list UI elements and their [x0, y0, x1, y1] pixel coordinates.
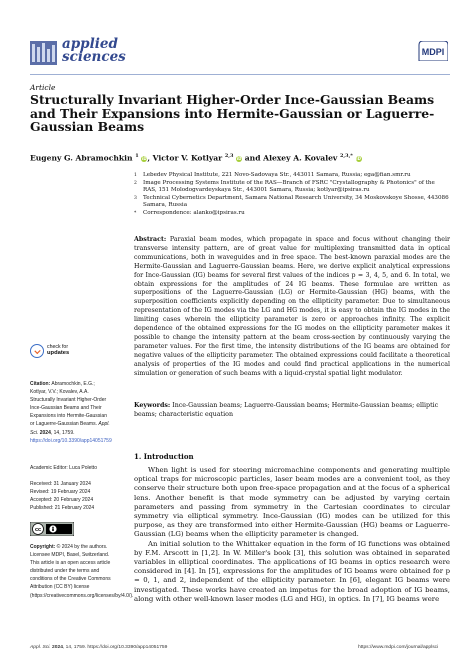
copyright-block: [30, 543, 134, 600]
intro-paragraph: When light is used for steering micromachine components and generating multiple optical traps for microscopic particles, laser beam modes are a convenient tool, as they conserve their structure both upon free-space propagation and at the focus of a spherical lens. Another benefit is that mode symmetry can be adjusted by varying certain parameters and passing from symmetry in the Cartesian coordinates to circular symmetry via elliptical symmetry. Ince-Gaussian (IG) modes can be utilized for this purpose, as they are transformed into either Hermite-Gaussian (HG) beams or Laguerre-Gaussian (LG) beams when the ellipticity parameter is changed.: [134, 466, 450, 539]
citation-doi-link[interactable]: https://doi.org/10.3390/app14051759: [30, 437, 112, 444]
check-updates-label: [47, 345, 69, 356]
keywords-label: Keywords:: [134, 402, 171, 409]
journal-name-line1: applied: [62, 36, 118, 52]
check-updates-icon: [30, 344, 44, 358]
affiliation-item: [134, 210, 450, 218]
article-title: Structurally Invariant Higher-Order Ince-Gaussian Beams and Their Expansions into Hermite-Gaussian or Laguerre-Gaussian Beams: [30, 92, 435, 135]
author-affil-sup: 2,3: [224, 153, 234, 159]
affiliation-number: 1: [134, 173, 137, 178]
mdpi-logo-text: MDPI: [421, 47, 445, 57]
affiliation-text: Image Processing Systems Institute of the RAS—Branch of FSRC "Crystallography & Photonics" of the RAS, 151 Molodogvardeyskaya Str., 443001 Samara, Russia; kotlyar@ipsiras.ru: [143, 179, 435, 194]
cc-logo-text: cc: [34, 527, 42, 534]
citation-text: Abramochkin, E.G.; Kotlyar, V.V.; Kovalev, A.A. Structurally Invariant Higher-Order Ince-Gaussian Beams and Their Expansions into Hermite-Gaussian or Laguerre-Gaussian Beams.: [30, 381, 107, 428]
date-published: Published: 21 February 2024: [30, 505, 95, 512]
affiliations: [134, 172, 450, 218]
author-name[interactable]: Eugeny G. Abramochkin: [30, 153, 133, 163]
academic-editor: Academic Editor: Luca Poletto: [30, 465, 97, 471]
abstract-label: Abstract:: [134, 236, 167, 243]
author-affil-sup: 2,3,*: [340, 153, 353, 159]
footer-citation: [30, 645, 167, 650]
author-name[interactable]: Victor V. Kotlyar: [152, 153, 223, 163]
footer-year: 2024: [52, 645, 63, 650]
intro-paragraph: An initial solution to the Whittaker equation in the form of IG functions was obtained by F.M. Arscott in [1,2]. In W. Miller's book [3], this solution was obtained in separated variables in elliptical coordinates. The applications of IG beams in optics research were considered in [4]. In [5], expressions for the amplitudes of IG beams were obtained for p = 0, 1, and 2, independent of the ellipticity parameter. In [6], elegant IG beams were investigated. These works have created an impetus for the broad adoption of IG beams, along with other well-known laser modes (LG and HG), in optics. In [7], IG beams were: [134, 539, 450, 603]
copyright-text: © 2024 by the authors. Licensee MDPI, Basel, Switzerland. This article is an open access article distributed under the terms and conditions of the Creative Commons Attribution (CC BY) license (https://creativecommons.org/licenses/by/4.0/).: [30, 544, 134, 599]
affiliation-text: Technical Cybernetics Department, Samara National Research University, 34 Moskovskoye Shosse, 443086 Samara, Russia: [143, 194, 449, 209]
cc-by-license-icon[interactable]: [30, 522, 74, 536]
citation-journal: Appl. Sci.: [30, 421, 110, 436]
article-type: Article: [30, 83, 56, 92]
date-revised: Revised: 19 February 2024: [30, 489, 91, 496]
author-list: Eugeny G. Abramochkin $^1$ iD, Victor V. Kotlyar $^{2,3}$ iD and Alexey A. Kovalev $^{2,3,*}$ iD: [30, 153, 361, 163]
affiliation-item: [134, 180, 450, 195]
mdpi-logo-icon[interactable]: [415, 41, 448, 61]
header-divider: [30, 74, 450, 75]
citation-volume: , 14, 1759.: [50, 429, 75, 436]
journal-logo-icon: [30, 41, 57, 65]
abstract-text: Paraxial beam modes, which propagate in space and focus without changing their transverse intensity pattern, are of great value for multiplexing transmitted data in optical communications, both in waveguides and in free space. The best-known paraxial modes are the Hermite-Gaussian and Laguerre-Gaussian beams. Here, we derive explicit analytical expressions for Ince-Gaussian (IG) beams for several first values of the indices p = 3, 4, 5, and 6. In total, we obtain expressions for the amplitudes of 24 IG beams. These formulae are written as superpositions of the Laguerre-Gaussian (LG) or Hermite-Gaussian (HG) beams, with the superposition coefficients explicitly depending on the ellipticity parameter. Due to simultaneous representation of the IG modes via the LG and HG modes, it is easy to obtain the IG modes in the limiting cases wherein the ellipticity parameter is zero or approaches infinity. The explicit dependence of the obtained expressions for the IG modes on the ellipticity parameter makes it possible to change the intensity pattern at the beam cross-section by continuously varying the parameter values. For the first time, the intensity distributions of the IG beams are obtained for negative values of the ellipticity parameter. The obtained expressions could facilitate a theoretical analysis of properties of the IG modes and could find practical applications in the numerical simulation or generation of such beams with a liquid-crystal spatial light modulator.: [134, 236, 450, 377]
check-updates-line2: updates: [47, 350, 70, 356]
affiliation-number: 2: [134, 180, 137, 186]
affiliation-number: *: [134, 210, 137, 216]
footer-journal: Appl. Sci.: [30, 645, 51, 650]
publication-dates: [30, 480, 112, 512]
affiliation-item: [134, 172, 450, 180]
journal-name-line2: sciences: [62, 49, 126, 65]
orcid-icon[interactable]: iD: [141, 155, 147, 161]
footer-journal-link[interactable]: https://www.mdpi.com/journal/applsci: [358, 645, 439, 650]
date-received: Received: 31 January 2024: [30, 481, 91, 487]
orcid-icon[interactable]: iD: [236, 155, 242, 161]
copyright-label: Copyright:: [30, 544, 56, 550]
footer-doi[interactable]: , 14, 1759. https://doi.org/10.3390/app14051759: [62, 645, 168, 650]
affiliation-item: [134, 195, 450, 210]
keywords-text: Ince-Gaussian beams; Laguerre-Gaussian beams; Hermite-Gaussian beams; elliptic beams; characteristic equation: [134, 402, 439, 418]
journal-name[interactable]: [62, 38, 126, 64]
date-accepted: Accepted: 20 February 2024: [30, 497, 94, 504]
check-updates-line1: check for: [47, 344, 69, 351]
citation-year: 2024: [39, 429, 51, 436]
keywords: [134, 402, 450, 420]
author-name[interactable]: Alexey A. Kovalev: [263, 153, 338, 163]
author-affil-sup: 1: [135, 153, 139, 159]
orcid-icon[interactable]: iD: [356, 155, 361, 161]
abstract: [134, 236, 450, 379]
check-for-updates-button[interactable]: [30, 343, 112, 359]
affiliation-text: Lebedev Physical Institute, 221 Novo-Sadovaya Str., 443011 Samara, Russia; ega@fian.smr.ru: [143, 172, 411, 178]
correspondence-text: Correspondence: alanko@ipsiras.ru: [143, 209, 245, 216]
author-conjunction: and: [244, 153, 261, 163]
affiliation-number: 3: [134, 195, 137, 201]
introduction-body: [134, 466, 450, 604]
section-heading: 1. Introduction: [134, 452, 194, 461]
citation-block: [30, 380, 112, 445]
citation-label: Citation:: [30, 381, 51, 387]
